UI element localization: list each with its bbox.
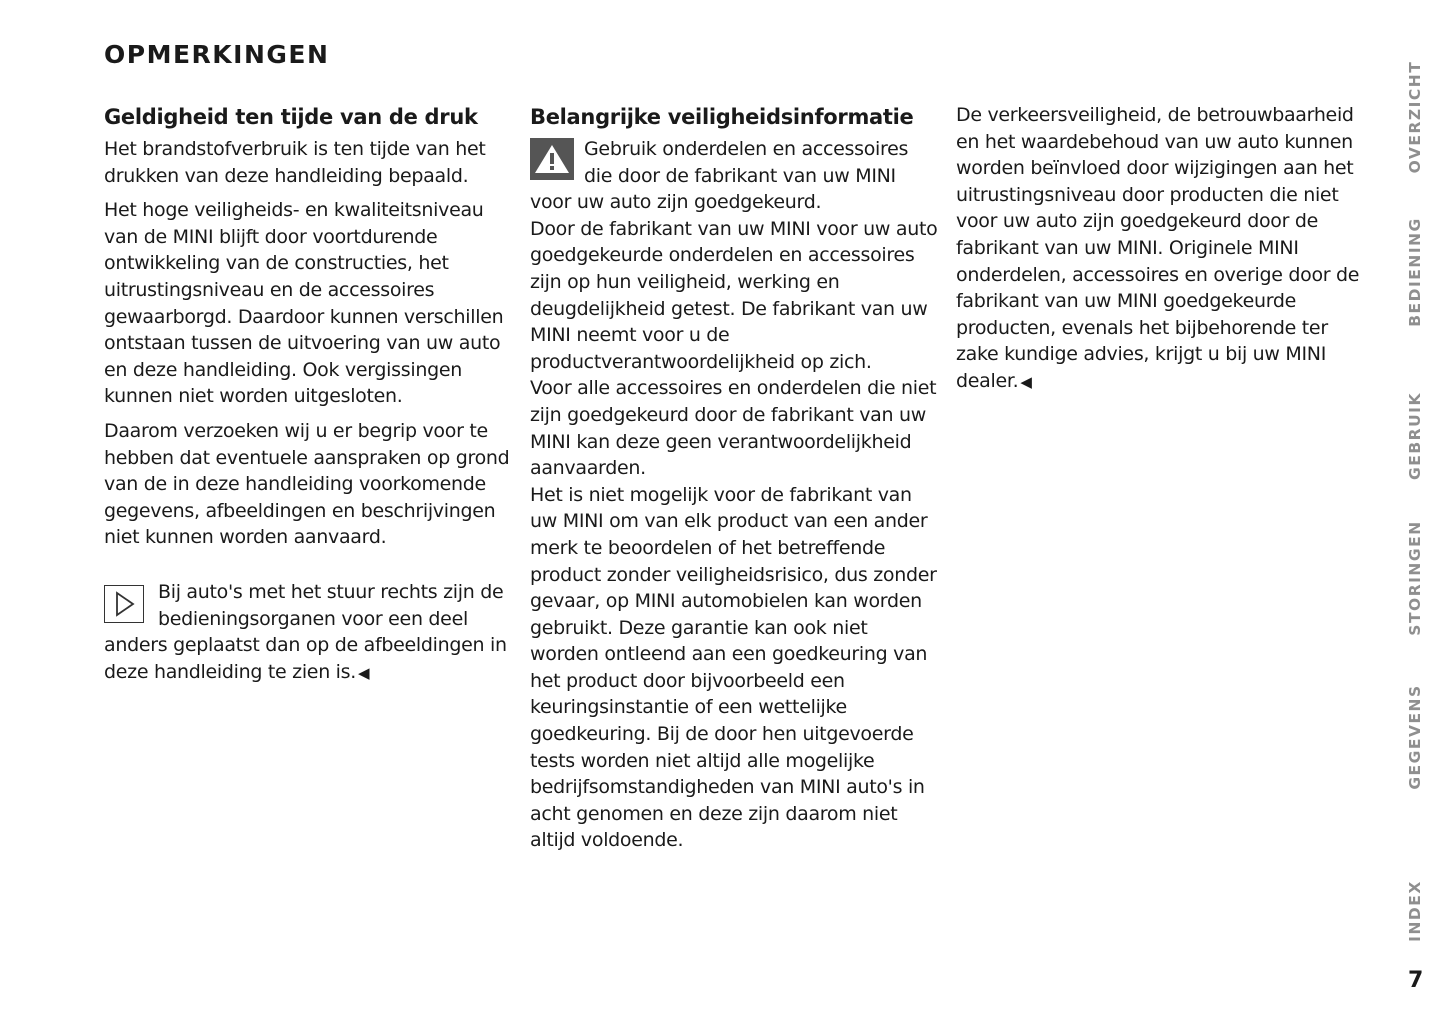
tab-index[interactable]: INDEX [1406,880,1424,942]
tab-gebruik[interactable]: GEBRUIK [1406,392,1424,480]
warning-triangle-icon [530,138,574,180]
heading-safety: Belangrijke veiligheidsinformatie [530,105,914,129]
warning-text: Gebruik onderdelen en accessoires die door de fabrikant van uw MINI voor uw auto zijn goedgekeurd. [530,138,909,214]
note-play-icon [104,585,144,623]
tab-gegevens[interactable]: GEGEVENS [1406,684,1424,790]
side-tabs [1385,0,1445,1021]
page-title: OPMERKINGEN [104,40,330,69]
paragraph-warning [530,136,940,216]
column-traffic-safety [956,102,1366,404]
paragraph-approved-parts: Door de fabrikant van uw MINI voor uw auto goedgekeurde onderdelen en accessoires zijn op hun veiligheid, werking en deugdelijkheid getest. De fabrikant van uw MINI neemt voor u de productverantwoordelijkheid op zich. [530,217,938,373]
paragraph-no-responsibility: Voor alle accessoires en onderdelen die niet zijn goedgekeurd door de fabrikant van uw MINI kan deze geen verantwoordelijkheid aanvaarden. [530,377,937,480]
tab-storingen[interactable]: STORINGEN [1406,520,1424,636]
tab-overzicht[interactable]: OVERZICHT [1406,60,1424,174]
end-mark-icon: ◀ [358,663,370,682]
end-mark-icon: ◀ [1020,372,1032,391]
column-safety [530,102,940,854]
traffic-safety-text: De verkeersveiligheid, de betrouwbaarheid en het waardebehoud van uw auto kunnen worden beïnvloed door wijzigingen aan het uitrustingsniveau door producten die niet voor uw auto zijn goedgekeurd door de fabrikant van uw MINI. Originele MINI onderdelen, accessoires en overige door de fabrikant van uw MINI goedgekeurde producten, evenals het bijbehorende ter zake kundige advies, krijgt u bij uw MINI dealer. [956,104,1360,392]
column-validity [104,102,514,686]
tab-bediening[interactable]: BEDIENING [1406,217,1424,327]
paragraph-traffic-safety [956,102,1366,396]
note-text: Bij auto's met het stuur rechts zijn de bedieningsorganen voor een deel anders geplaatst dan op de afbeeldingen in deze handleiding te zien is. [104,580,507,683]
page-number: 7 [1408,968,1424,993]
paragraph-other-brands: Het is niet mogelijk voor de fabrikant van uw MINI om van elk product van een ander merk te beoordelen of het betreffende product zonder veiligheidsrisico, dus zonder gevaar, op MINI automobielen kan worden gebruikt. Deze garantie kan ook niet worden ontleend aan een goedkeuring van het product door bijvoorbeeld een keuringsinstantie of een wettelijke goedkeuring. Bij de door hen uitgevoerde tests worden niet altijd alle mogelijke bedrijfsomstandigheden van MINI auto's in acht genomen en deze zijn daarom niet altijd voldoende. [530,483,937,852]
note-block [104,579,514,686]
paragraph-claims: Daarom verzoeken wij u er begrip voor te hebben dat eventuele aanspraken op grond van de in deze handleiding voorkomende gegevens, afbeeldingen en beschrijvingen niet kunnen worden aanvaard. [104,419,510,549]
paragraph-quality: Het hoge veiligheids- en kwaliteitsniveau van de MINI blijft door voortdurende ontwikkeling van de constructies, het uitrustingsniveau en de accessoires gewaarborgd. Daardoor kunnen verschillen ontstaan tussen de uitvoering van uw auto en deze handleiding. Ook vergissingen kunnen niet worden uitgesloten. [104,199,504,408]
paragraph-fuel: Het brandstofverbruik is ten tijde van het drukken van deze handleiding bepaald. [104,138,486,187]
heading-validity: Geldigheid ten tijde van de druk [104,105,478,129]
